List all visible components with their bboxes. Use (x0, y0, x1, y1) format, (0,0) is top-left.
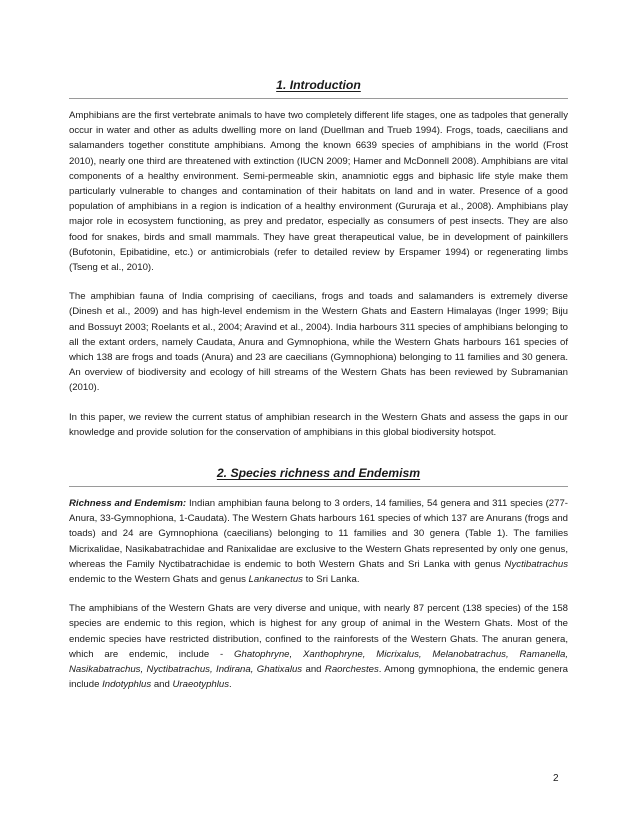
genus-name: Nyctibatrachus (504, 558, 568, 570)
richness-paragraph: Richness and Endemism: Indian amphibian fauna belong to 3 orders, 14 families, 54 genera and 311 species (277- Anura, 33-Gymnophiona, 1-Caudata). The Western Ghats harbours 161 species of which 137 are Anurans (frogs and toads) and 24 are Gymnophiona (caecilians) belonging to 11 families and 30 genera (Table 1). The families Micrixalidae, Nasikabatrachidae and Ranixalidae are exclusive to the Western Ghats represented by only one genus, whereas the Family Nyctibatrachidae is endemic to both Western Ghats and Sri Lanka with genus Nyctibatrachus endemic to the Western Ghats and genus Lankanectus to Sri Lanka. (69, 498, 568, 586)
intro-paragraph-2: The amphibian fauna of India comprising of caecilians, frogs and toads and salamanders is extremely diverse (Dinesh et al., 2009) and has high-level endemism in the Western Ghats and Eastern Himalayas (Inger 1999; Biju and Bossuyt 2003; Roelants et al., 2004; Aravind et al., 2004). India harbours 311 species of amphibians belonging to all the extant orders, namely Caudata, Anura and Gymnophiona, while the Western Ghats harbours 161 species of which 138 are frogs and toads (Anura) and 23 are caecilians (Gymnophiona) belonging to 11 families and 30 genera. An overview of biodiversity and ecology of hill streams of the Western Ghats has been reviewed by Subramanian (2010). (69, 291, 568, 394)
document-page (69, 0, 568, 693)
richness-lead: Richness and Endemism: (69, 498, 187, 510)
intro-paragraph-1: Amphibians are the first vertebrate animals to have two completely different life stages, one as tadpoles that generally occur in water and other as adults dwelling more on land (Duellman and Trueb 1994). Frogs, toads, caecilians and salamanders together constitute amphibians. Among the known 6639 species of amphibians in the world (Frost 2010), nearly one third are threatened with extinction (IUCN 2009; Hamer and McDonnell 2008). Amphibians are vital components of a healthy environment. Semi-permeable skin, anamniotic eggs and biphasic life style make them particularly vulnerable to changes and contamination of their habitats on land and in water. Presence of a good population of amphibians in a region is indication of a healthy environment (Gururaja et al., 2008). Amphibians play major role in ecosystem functioning, as prey and predator, especially as consumers of pest insects. They are also food for snakes, birds and small mammals. They have great therapeutical value, be in development of painkillers (Bufotonin, Epibatidine, etc.) or antimicrobials (refer to detailed review by Erspamer 1994) or regenerating limbs (Tseng et al., 2010). (69, 110, 568, 274)
section-heading-introduction: 1. Introduction (276, 78, 361, 92)
genus-name: Lankanectus (248, 574, 303, 586)
genus-name: Uraeotyphlus (172, 679, 230, 691)
genus-list: Ghatophryne, Xanthophryne, Micrixalus, Melanobatrachus, Ramanella, Nasikabatrachus, Nyctibatrachus, Indirana, Ghatixalus (69, 648, 568, 676)
genus-name: Indotyphlus (102, 679, 152, 691)
heading-rule (69, 98, 568, 99)
heading-rule (69, 486, 568, 487)
endemism-paragraph: The amphibians of the Western Ghats are very diverse and unique, with nearly 87 percent (138 species) of the 158 species are endemic to this region, which is highest for any group of animal in the Western Ghats. Most of the endemic species have restricted distribution, confined to the rainforests of the Western Ghats. The anuran genera, which are endemic, include - Ghatophryne, Xanthophryne, Micrixalus, Melanobatrachus, Ramanella, Nasikabatrachus, Nyctibatrachus, Indirana, Ghatixalus and Raorchestes. Among gymnophiona, the endemic genera include Indotyphlus and Uraeotyphlus. (69, 603, 568, 691)
page-number: 2 (553, 773, 559, 784)
section-heading-species-richness: 2. Species richness and Endemism (216, 466, 421, 481)
genus-name: Raorchestes (324, 664, 379, 676)
intro-paragraph-3: In this paper, we review the current status of amphibian research in the Western Ghats and assess the gaps in our knowledge and provide solution for the conservation of amphibians in this global biodiversity hotspot. (69, 411, 568, 438)
